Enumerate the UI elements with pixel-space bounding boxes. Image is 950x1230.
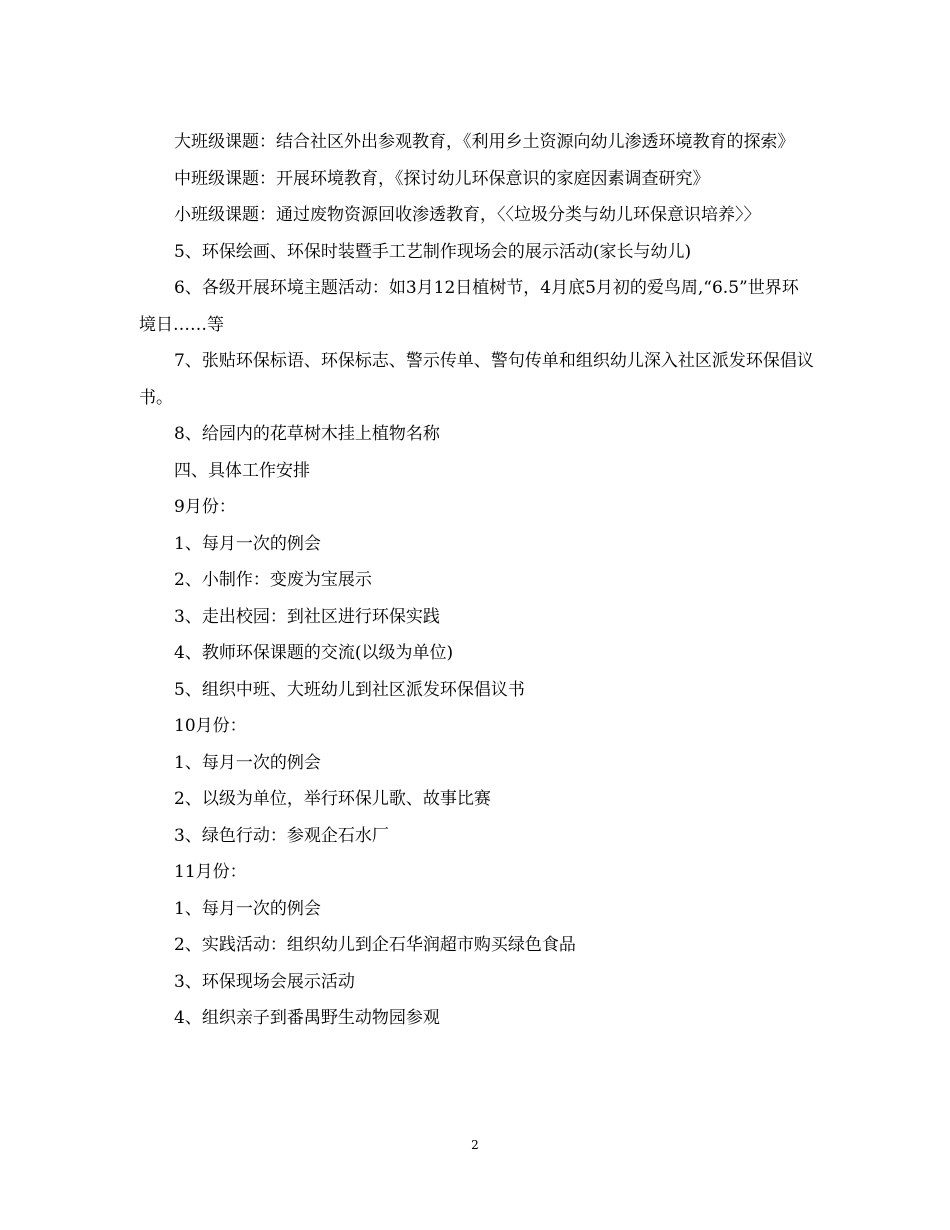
paragraph-senior-class-topic: 大班级课题：结合社区外出参观教育，《利用乡土资源向幼儿渗透环境教育的探索》: [174, 132, 795, 152]
list-item: 1、每月一次的例会: [174, 898, 321, 919]
list-item: 2、以级为单位，举行环保儿歌、故事比赛: [174, 789, 491, 809]
paragraph-item-5: 5、环保绘画、环保时装暨手工艺制作现场会的展示活动(家长与幼儿): [174, 241, 692, 262]
section-heading: 四、具体工作安排: [174, 460, 310, 481]
list-item: 3、绿色行动：参观企石水厂: [174, 825, 389, 846]
month-heading-november: 11月份：: [174, 862, 247, 882]
page-number: 2: [471, 1138, 479, 1152]
paragraph-item-6: 6、各级开展环境主题活动：如3月12日植树节，4月底5月初的爱鸟周,“6.5”世界环境日……等: [139, 278, 799, 335]
list-item: 1、每月一次的例会: [174, 533, 321, 554]
month-heading-october: 10月份：: [174, 716, 247, 736]
list-item: 4、教师环保课题的交流(以级为单位): [174, 643, 454, 663]
list-item: 2、实践活动：组织幼儿到企石华润超市购买绿色食品: [174, 935, 576, 955]
list-item: 2、小制作：变废为宝展示: [174, 570, 372, 590]
list-item: 3、走出校园：到社区进行环保实践: [174, 606, 440, 627]
paragraph-junior-class-topic: 小班级课题：通过废物资源回收渗透教育，〈〈垃圾分类与幼儿环保意识培养〉〉: [174, 205, 761, 225]
paragraph-item-7: 7、张贴环保标语、环保标志、警示传单、警句传单和组织幼儿深入社区派发环保倡议书。: [139, 351, 814, 408]
paragraph-middle-class-topic: 中班级课题：开展环境教育，《探讨幼儿环保意识的家庭因素调查研究》: [174, 168, 710, 189]
month-heading-september: 9月份：: [174, 497, 236, 517]
list-item: 5、组织中班、大班幼儿到社区派发环保倡议书: [174, 679, 525, 700]
paragraph-item-8: 8、给园内的花草树木挂上植物名称: [174, 424, 440, 444]
list-item: 3、环保现场会展示活动: [174, 971, 355, 992]
list-item: 4、组织亲子到番禺野生动物园参观: [174, 1008, 440, 1028]
document-body: [139, 124, 814, 1037]
list-item: 1、每月一次的例会: [174, 752, 321, 773]
